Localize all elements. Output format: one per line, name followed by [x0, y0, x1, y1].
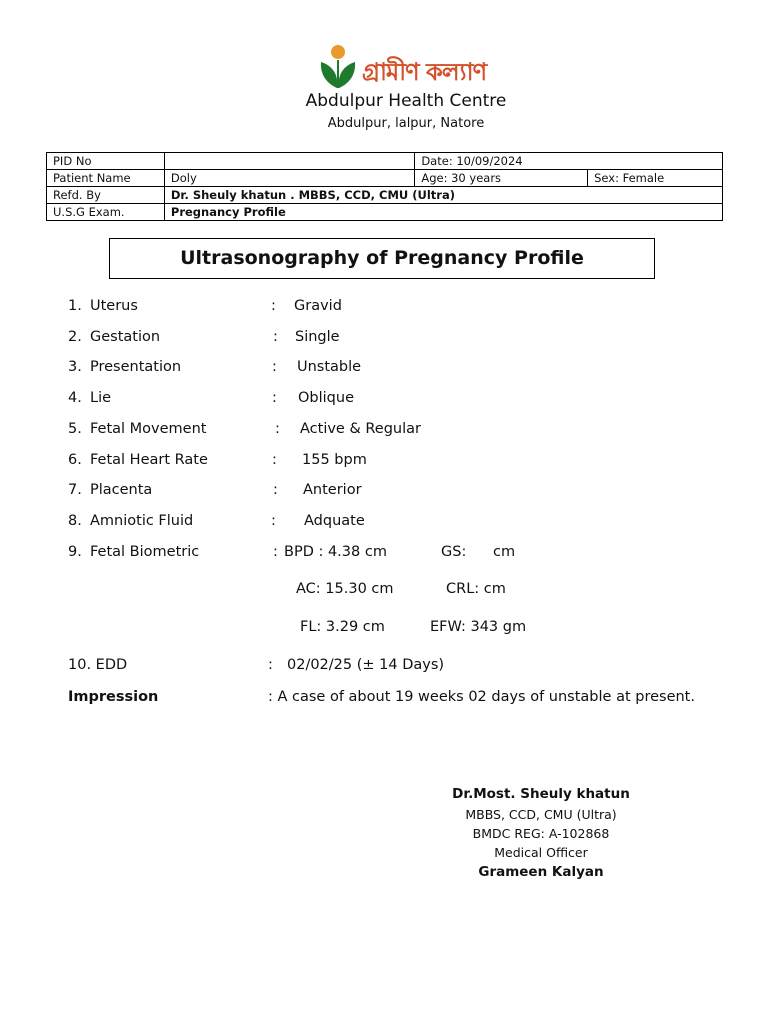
report-title: Ultrasonography of Pregnancy Profile	[109, 238, 655, 279]
finding-value: Oblique	[298, 390, 354, 406]
finding-number: 8.	[68, 513, 82, 529]
colon: :	[272, 452, 277, 468]
table-row	[47, 170, 723, 187]
finding-number: 2.	[68, 329, 82, 345]
leaf-logo-icon	[318, 44, 358, 90]
finding-label: Presentation	[90, 359, 182, 375]
colon: :	[273, 482, 278, 498]
finding-label: Placenta	[90, 482, 153, 498]
colon: :	[273, 329, 278, 345]
gs-unit: cm	[493, 544, 516, 560]
signature-organization: Grameen Kalyan	[478, 864, 604, 880]
doctor-name: Dr.Most. Sheuly khatun	[452, 786, 630, 802]
patient-info-table	[46, 152, 723, 221]
efw-value: EFW: 343 gm	[430, 619, 527, 635]
exam-label: U.S.G Exam.	[47, 204, 165, 221]
finding-value: Gravid	[294, 298, 342, 314]
registration-number: BMDC REG: A-102868	[472, 826, 610, 841]
finding-value: Adquate	[304, 513, 365, 529]
colon: :	[271, 298, 276, 314]
colon: :	[273, 544, 278, 560]
date-cell: Date: 10/09/2024	[415, 153, 723, 170]
patient-name-label: Patient Name	[47, 170, 165, 187]
organization-name: Abdulpur Health Centre	[305, 91, 507, 111]
finding-label: Lie	[90, 390, 112, 406]
table-row	[47, 187, 723, 204]
finding-label: Fetal Movement	[90, 421, 207, 437]
organization-address: Abdulpur, lalpur, Natore	[327, 116, 485, 131]
table-row	[47, 153, 723, 170]
age-cell: Age: 30 years	[415, 170, 588, 187]
finding-label: Fetal Heart Rate	[90, 452, 208, 468]
finding-number: 9.	[68, 544, 82, 560]
pid-label: PID No	[47, 153, 165, 170]
colon: :	[272, 359, 277, 375]
referred-by-label: Refd. By	[47, 187, 165, 204]
edd-value: 02/02/25 (± 14 Days)	[287, 657, 445, 673]
colon: :	[271, 513, 276, 529]
finding-number: 4.	[68, 390, 82, 406]
impression-text: : A case of about 19 weeks 02 days of unstable at present.	[268, 689, 695, 705]
finding-number: 7.	[68, 482, 82, 498]
patient-name-value: Doly	[164, 170, 414, 187]
finding-value: Anterior	[303, 482, 362, 498]
finding-value: Unstable	[297, 359, 362, 375]
finding-label: Uterus	[90, 298, 138, 314]
logo-text: গ্রামীণ কল্যাণ	[362, 58, 487, 86]
impression-label: Impression	[68, 689, 159, 705]
doctor-position: Medical Officer	[494, 845, 588, 860]
finding-value: 155 bpm	[302, 452, 367, 468]
crl-value: CRL: cm	[446, 581, 506, 597]
gs-label: GS:	[441, 544, 467, 560]
finding-number: 5.	[68, 421, 82, 437]
bpd-value: BPD : 4.38 cm	[284, 544, 387, 560]
exam-value: Pregnancy Profile	[164, 204, 722, 221]
colon: :	[268, 657, 273, 673]
table-row	[47, 204, 723, 221]
colon: :	[272, 390, 277, 406]
biometric-label: Fetal Biometric	[90, 544, 200, 560]
finding-value: Active & Regular	[300, 421, 421, 437]
finding-number: 3.	[68, 359, 82, 375]
finding-label: Gestation	[90, 329, 161, 345]
edd-label: 10. EDD	[68, 657, 128, 673]
pid-value	[164, 153, 414, 170]
fl-value: FL: 3.29 cm	[300, 619, 385, 635]
finding-number: 6.	[68, 452, 82, 468]
logo	[318, 44, 498, 94]
ac-value: AC: 15.30 cm	[296, 581, 394, 597]
finding-value: Single	[295, 329, 340, 345]
doctor-degrees: MBBS, CCD, CMU (Ultra)	[465, 807, 617, 822]
sex-cell: Sex: Female	[588, 170, 723, 187]
finding-number: 1.	[68, 298, 82, 314]
referred-by-value: Dr. Sheuly khatun . MBBS, CCD, CMU (Ultra)	[164, 187, 722, 204]
finding-label: Amniotic Fluid	[90, 513, 194, 529]
colon: :	[275, 421, 280, 437]
